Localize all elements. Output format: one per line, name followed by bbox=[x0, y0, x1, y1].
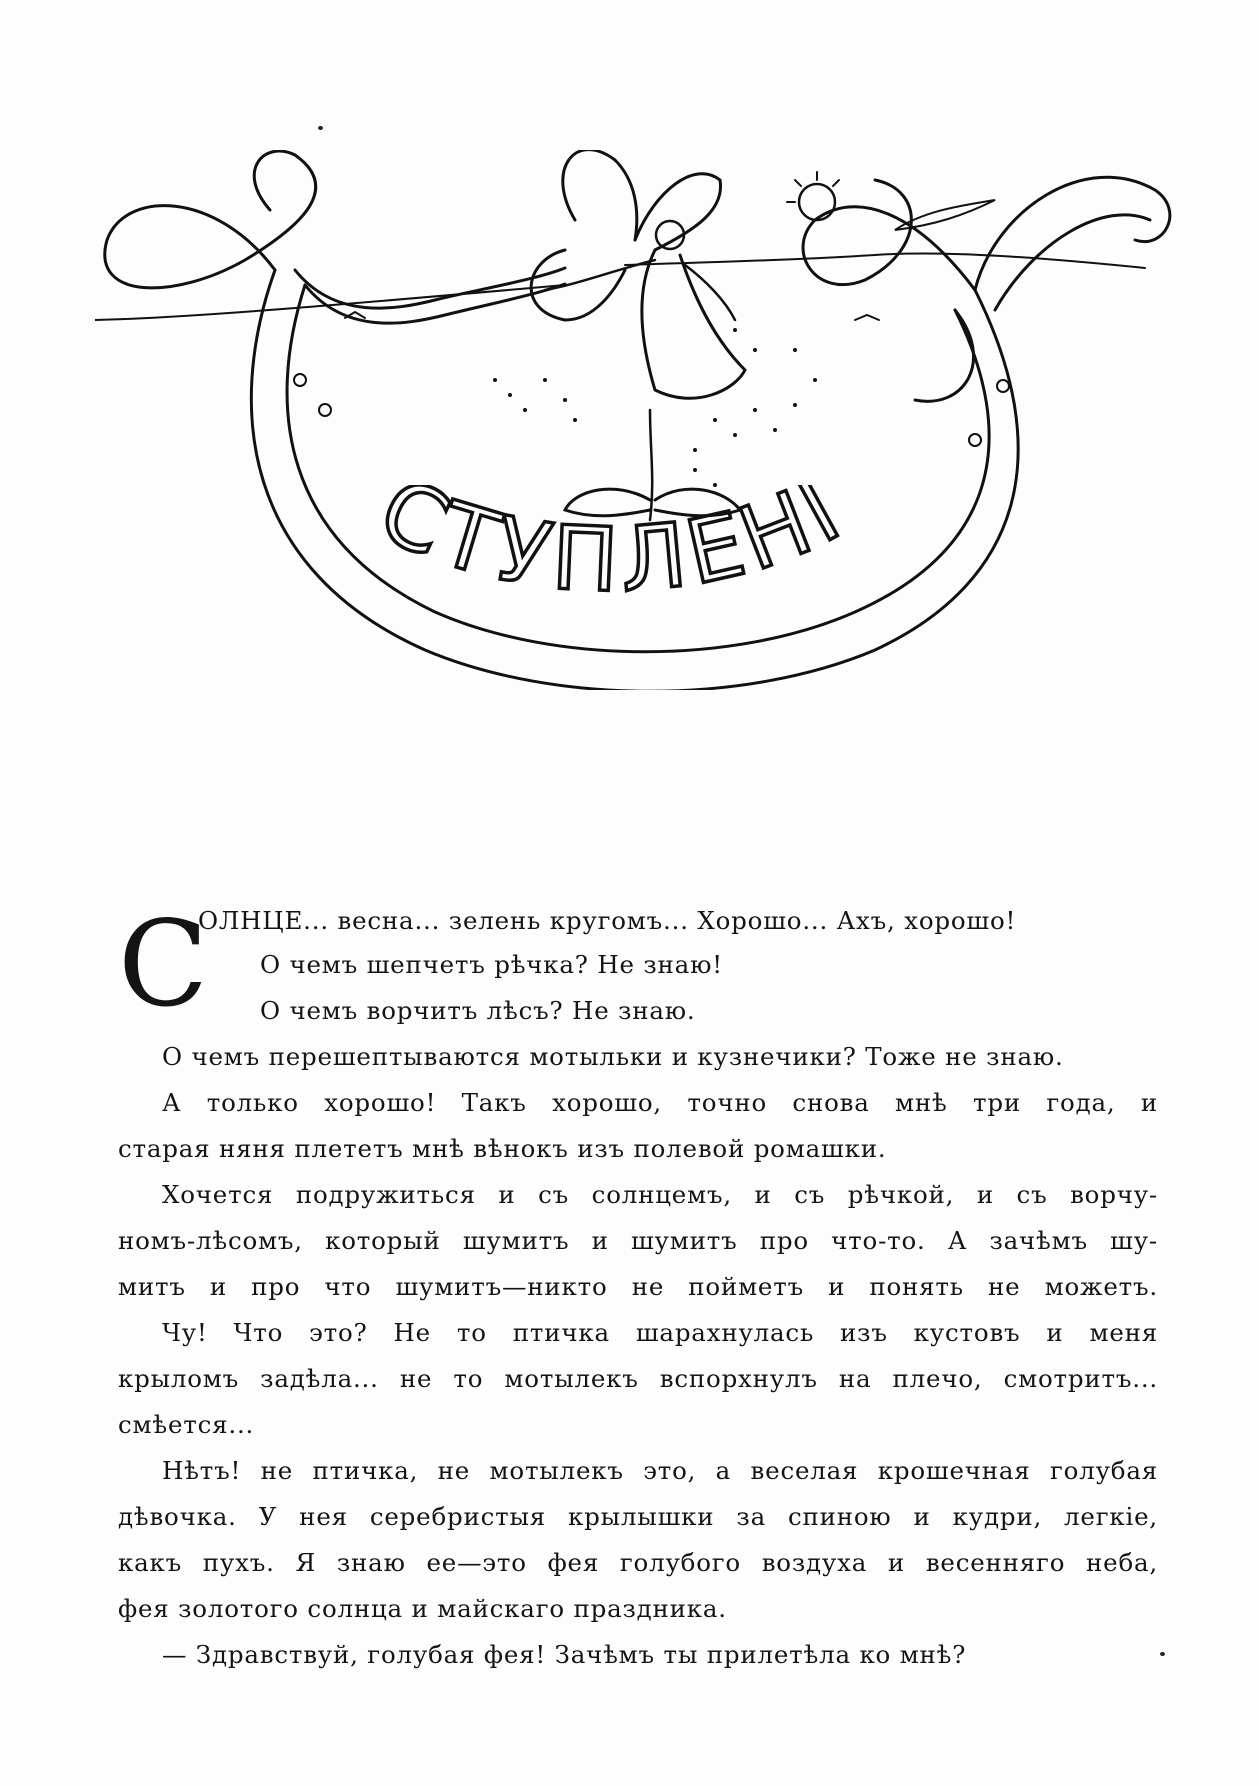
text-line: О чемъ перешептываются мотыльки и кузнечики? Тоже не знаю. bbox=[162, 1042, 1064, 1071]
first-line: ОЛНЦЕ... весна... зелень кругомъ... Хорошо... Ахъ, хорошо! bbox=[198, 906, 1017, 935]
ink-speck bbox=[318, 126, 323, 130]
text-line: смѣется... bbox=[118, 1410, 255, 1439]
text-line: А только хорошо! Такъ хорошо, точно снова мнѣ три года, и bbox=[162, 1088, 1158, 1117]
text-line: Нѣтъ! не птичка, не мотылекъ это, а веселая крошечная голубая bbox=[162, 1456, 1158, 1485]
text-line: — Здравствуй, голубая фея! Зачѣмъ ты прилетѣла ко мнѣ? bbox=[162, 1640, 967, 1669]
drop-cap: С bbox=[118, 895, 209, 1033]
text-line: старая няня плететъ мнѣ вѣнокъ изъ полевой ромашки. bbox=[118, 1134, 887, 1163]
body-text bbox=[118, 895, 1158, 1678]
text-line: крыломъ задѣла... не то мотылекъ вспорхнулъ на плечо, смотритъ... bbox=[118, 1364, 1158, 1393]
text-line: фея золотого солнца и майскаго праздника. bbox=[118, 1594, 727, 1623]
text-line: Хочется подружиться и съ солнцемъ, и съ рѣчкой, и съ ворчу- bbox=[162, 1180, 1158, 1209]
text-line: Чу! Что это? Не то птичка шарахнулась изъ кустовъ и меня bbox=[162, 1318, 1158, 1347]
text-line: митъ и про что шумитъ—никто не пойметъ и понять не можетъ. bbox=[118, 1272, 1158, 1301]
heading-text: СТУПЛЕНІ bbox=[364, 485, 861, 613]
text-line: О чемъ шепчетъ рѣчка? Не знаю! bbox=[260, 950, 723, 979]
text-line: дѣвочка. У нея серебристыя крылышки за спиною и кудри, легкіе, bbox=[118, 1502, 1158, 1531]
text-line: номъ-лѣсомъ, который шумитъ и шумитъ про что-то. А зачѣмъ шу- bbox=[118, 1226, 1158, 1255]
text-line: О чемъ ворчитъ лѣсъ? Не знаю. bbox=[260, 996, 696, 1025]
spacer-line bbox=[118, 900, 1158, 946]
heading-lettering bbox=[330, 485, 890, 635]
text-line: какъ пухъ. Я знаю ее—это фея голубого воздуха и весенняго неба, bbox=[118, 1548, 1158, 1577]
ink-speck bbox=[1160, 1652, 1165, 1656]
chapter-heading bbox=[330, 485, 890, 635]
